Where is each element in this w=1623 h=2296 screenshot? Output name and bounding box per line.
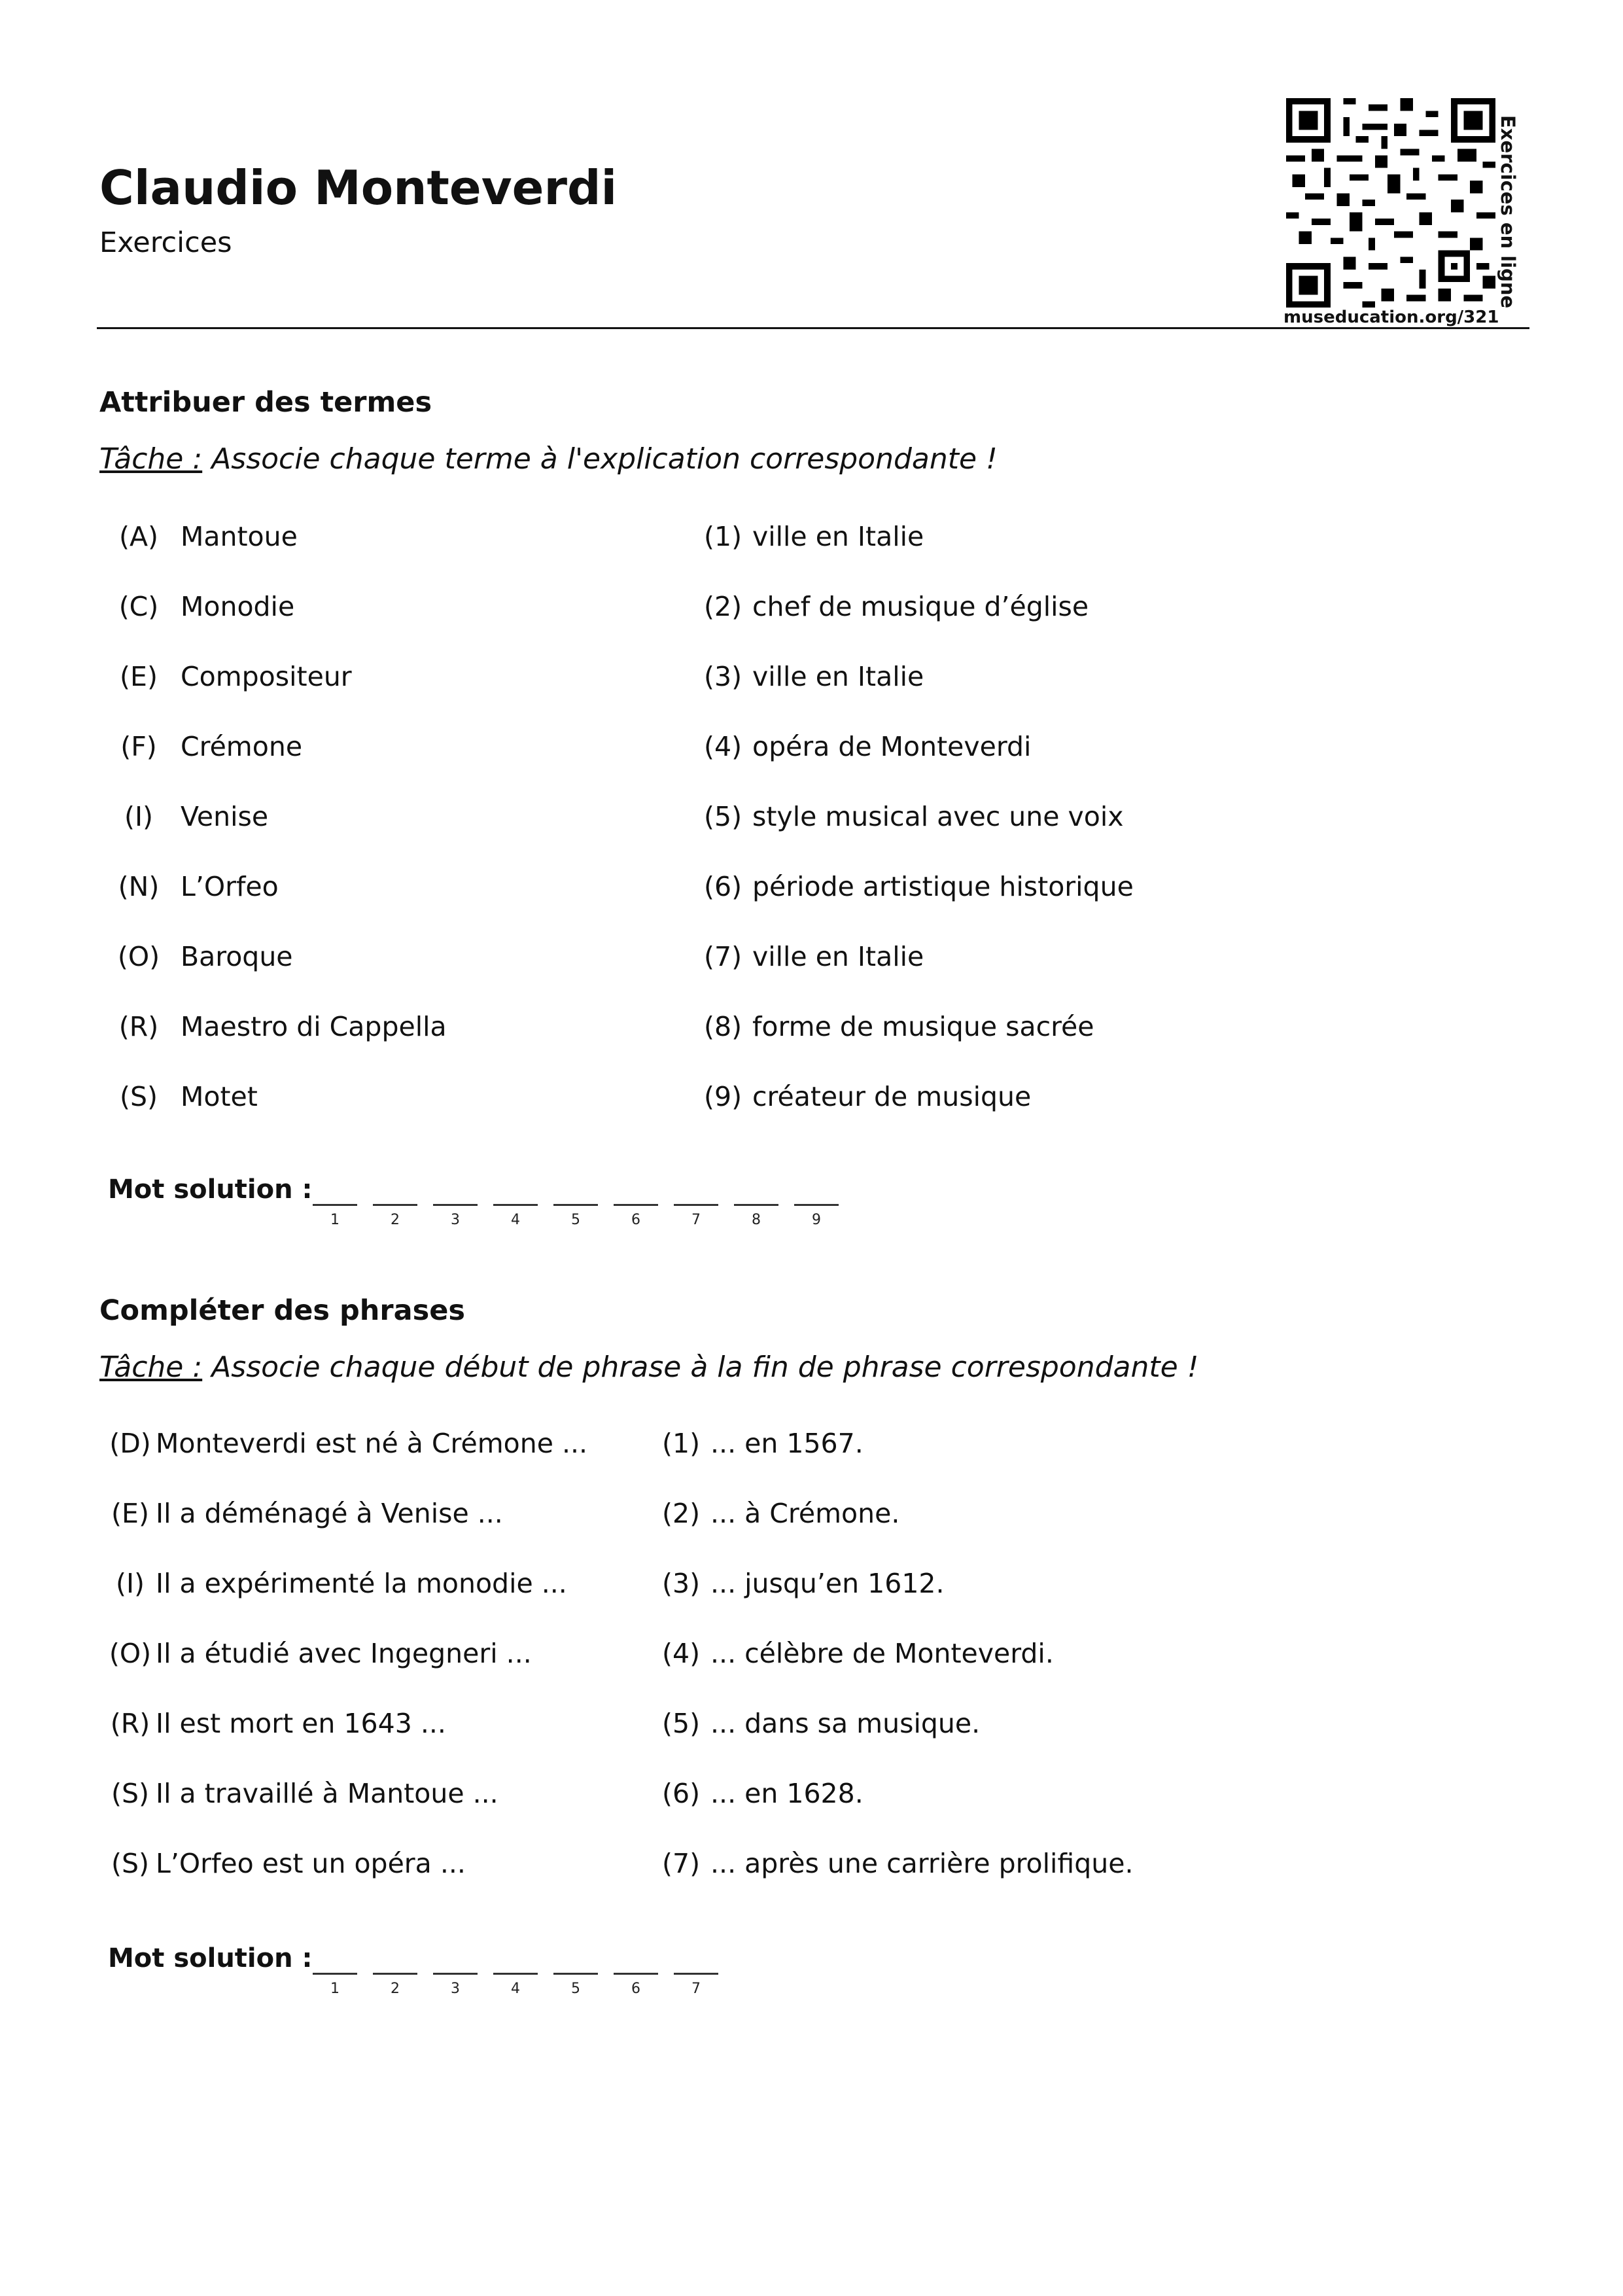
term-item-label: (S) <box>119 1081 158 1112</box>
sentence-start-item-label: (R) <box>110 1708 150 1739</box>
term-item <box>113 941 293 972</box>
term-item-label: (C) <box>118 591 159 622</box>
solution-blank-number: 4 <box>511 1981 520 1997</box>
term-item-label: (A) <box>118 521 159 552</box>
solution-blank[interactable] <box>794 1204 839 1206</box>
explanation-item <box>704 801 1124 832</box>
solution-blank[interactable] <box>493 1973 538 1975</box>
solution-blank-number: 6 <box>631 1981 640 1997</box>
explanation-item-text: chef de musique d’église <box>752 591 1089 622</box>
sentence-end-item <box>662 1498 899 1529</box>
solution-blank[interactable] <box>614 1204 658 1206</box>
solution-blank-number: 2 <box>391 1981 400 1997</box>
section1-task <box>99 442 998 476</box>
header-divider <box>97 327 1529 329</box>
sentence-end-item-label: (4) <box>662 1638 701 1669</box>
section2-task-text: Associe chaque début de phrase à la fin de phrase correspondante ! <box>211 1351 1199 1384</box>
sentence-start-item <box>106 1848 466 1879</box>
term-item-text: Maestro di Cappella <box>181 1011 447 1042</box>
sentence-end-item <box>662 1778 864 1809</box>
sentence-end-item-text: ... à Crémone. <box>710 1498 900 1529</box>
sentence-start-item <box>106 1568 567 1599</box>
solution-blank[interactable] <box>313 1204 357 1206</box>
sentence-end-item <box>662 1848 1134 1879</box>
sentence-start-item-text: Il a expérimenté la monodie ... <box>156 1568 567 1599</box>
term-item-text: Compositeur <box>181 661 352 692</box>
section1-solution-label: Mot solution : <box>108 1174 313 1205</box>
sentence-end-item-text: ... jusqu’en 1612. <box>710 1568 945 1599</box>
sentence-end-item-label: (5) <box>662 1708 701 1739</box>
term-item <box>113 871 279 902</box>
sentence-start-item <box>106 1428 587 1459</box>
sentence-end-item-text: ... célèbre de Monteverdi. <box>710 1638 1054 1669</box>
section1-task-label: Tâche : <box>99 442 203 476</box>
solution-blank-number: 7 <box>691 1981 701 1997</box>
sentence-end-item <box>662 1638 1054 1669</box>
sentence-end-item-label: (6) <box>662 1778 701 1809</box>
section1-task-text: Associe chaque terme à l'explication correspondante ! <box>211 442 998 476</box>
explanation-item <box>704 871 1134 902</box>
solution-blank[interactable] <box>433 1973 478 1975</box>
explanation-item <box>704 1081 1031 1112</box>
explanation-item <box>704 591 1089 622</box>
solution-blank[interactable] <box>674 1973 718 1975</box>
solution-blank-number: 5 <box>571 1981 580 1997</box>
solution-blank[interactable] <box>373 1204 417 1206</box>
sentence-start-item-label: (O) <box>109 1638 152 1669</box>
sentence-start-item <box>106 1708 446 1739</box>
term-item-label: (O) <box>117 941 160 972</box>
explanation-item-label: (8) <box>704 1011 742 1042</box>
term-item <box>113 1081 258 1112</box>
solution-blank[interactable] <box>313 1973 357 1975</box>
explanation-item-text: opéra de Monteverdi <box>752 731 1032 762</box>
section2-solution-label: Mot solution : <box>108 1943 313 1973</box>
sentence-end-item-label: (2) <box>662 1498 701 1529</box>
explanation-item <box>704 661 924 692</box>
explanation-item-text: ville en Italie <box>752 661 924 692</box>
qr-url[interactable]: museducation.org/321 <box>1283 308 1499 327</box>
sentence-end-item-text: ... en 1567. <box>710 1428 864 1459</box>
explanation-item-text: ville en Italie <box>752 941 924 972</box>
sentence-start-item-label: (S) <box>111 1848 150 1879</box>
explanation-item-label: (6) <box>704 871 742 902</box>
qr-code-icon[interactable] <box>1286 98 1495 308</box>
sentence-start-item <box>106 1638 532 1669</box>
term-item-label: (F) <box>120 731 157 762</box>
solution-blank-number: 1 <box>330 1212 340 1228</box>
sentence-end-item-label: (7) <box>662 1848 701 1879</box>
explanation-item <box>704 521 924 552</box>
term-item-text: Motet <box>181 1081 258 1112</box>
term-item <box>113 801 268 832</box>
solution-blank[interactable] <box>433 1204 478 1206</box>
explanation-item-text: période artistique historique <box>752 871 1134 902</box>
explanation-item <box>704 731 1031 762</box>
sentence-end-item <box>662 1708 980 1739</box>
sentence-start-item <box>106 1778 498 1809</box>
sentence-start-item-text: Il a travaillé à Mantoue ... <box>156 1778 498 1809</box>
solution-blank-number: 6 <box>631 1212 640 1228</box>
solution-blank-number: 8 <box>752 1212 761 1228</box>
sentence-end-item-label: (3) <box>662 1568 701 1599</box>
explanation-item <box>704 1011 1094 1042</box>
page-title: Claudio Monteverdi <box>99 160 618 215</box>
term-item-label: (N) <box>118 871 160 902</box>
term-item <box>113 1011 447 1042</box>
solution-blank[interactable] <box>553 1973 598 1975</box>
section2-task-label: Tâche : <box>99 1351 203 1384</box>
term-item-label: (E) <box>120 661 158 692</box>
sentence-start-item-label: (E) <box>111 1498 149 1529</box>
sentence-start-item-label: (S) <box>111 1778 150 1809</box>
solution-blank-number: 2 <box>391 1212 400 1228</box>
sentence-start-item-text: Il a étudié avec Ingegneri ... <box>156 1638 532 1669</box>
term-item <box>113 661 352 692</box>
explanation-item-label: (5) <box>704 801 742 832</box>
sentence-start-item-text: Il est mort en 1643 ... <box>156 1708 446 1739</box>
sentence-start-item <box>106 1498 503 1529</box>
solution-blank-number: 4 <box>511 1212 520 1228</box>
solution-blank-number: 3 <box>451 1981 460 1997</box>
sentence-start-item-label: (I) <box>115 1568 145 1599</box>
solution-blank-number: 1 <box>330 1981 340 1997</box>
solution-blank[interactable] <box>373 1973 417 1975</box>
term-item-text: Baroque <box>181 941 293 972</box>
term-item-text: Crémone <box>181 731 303 762</box>
solution-blank-number: 7 <box>691 1212 701 1228</box>
sentence-end-item <box>662 1568 945 1599</box>
term-item-text: Monodie <box>181 591 295 622</box>
sentence-start-item-text: Il a déménagé à Venise ... <box>156 1498 503 1529</box>
explanation-item-label: (9) <box>704 1081 742 1112</box>
term-item-text: Venise <box>181 801 269 832</box>
sentence-start-item-label: (D) <box>109 1428 151 1459</box>
sentence-end-item-label: (1) <box>662 1428 701 1459</box>
sentence-start-item-text: Monteverdi est né à Crémone ... <box>156 1428 588 1459</box>
explanation-item-text: forme de musique sacrée <box>752 1011 1094 1042</box>
term-item-text: L’Orfeo <box>181 871 279 902</box>
term-item <box>113 731 302 762</box>
term-item <box>113 521 298 552</box>
solution-blank[interactable] <box>553 1204 598 1206</box>
sentence-end-item-text: ... après une carrière prolifique. <box>710 1848 1134 1879</box>
explanation-item-text: ville en Italie <box>752 521 924 552</box>
term-item-text: Mantoue <box>181 521 298 552</box>
explanation-item-label: (3) <box>704 661 742 692</box>
explanation-item-label: (7) <box>704 941 742 972</box>
explanation-item-label: (4) <box>704 731 742 762</box>
sentence-end-item-text: ... dans sa musique. <box>710 1708 981 1739</box>
explanation-item-label: (1) <box>704 521 742 552</box>
term-item-label: (R) <box>118 1011 159 1042</box>
section2-title: Compléter des phrases <box>99 1294 465 1327</box>
explanation-item-text: créateur de musique <box>752 1081 1032 1112</box>
explanation-item-text: style musical avec une voix <box>752 801 1124 832</box>
section2-task <box>99 1351 1198 1384</box>
explanation-item-label: (2) <box>704 591 742 622</box>
page-subtitle: Exercices <box>99 226 232 259</box>
solution-blank[interactable] <box>493 1204 538 1206</box>
sentence-end-item <box>662 1428 864 1459</box>
section1-title: Attribuer des termes <box>99 386 432 419</box>
term-item <box>113 591 294 622</box>
solution-blank-number: 9 <box>812 1212 821 1228</box>
sentence-end-item-text: ... en 1628. <box>710 1778 864 1809</box>
term-item-label: (I) <box>124 801 154 832</box>
solution-blank-number: 5 <box>571 1212 580 1228</box>
solution-blank-number: 3 <box>451 1212 460 1228</box>
qr-side-label: Exercices en ligne <box>1497 115 1519 309</box>
solution-blank[interactable] <box>674 1204 718 1206</box>
solution-blank[interactable] <box>734 1204 778 1206</box>
sentence-start-item-text: L’Orfeo est un opéra ... <box>156 1848 466 1879</box>
explanation-item <box>704 941 924 972</box>
solution-blank[interactable] <box>614 1973 658 1975</box>
